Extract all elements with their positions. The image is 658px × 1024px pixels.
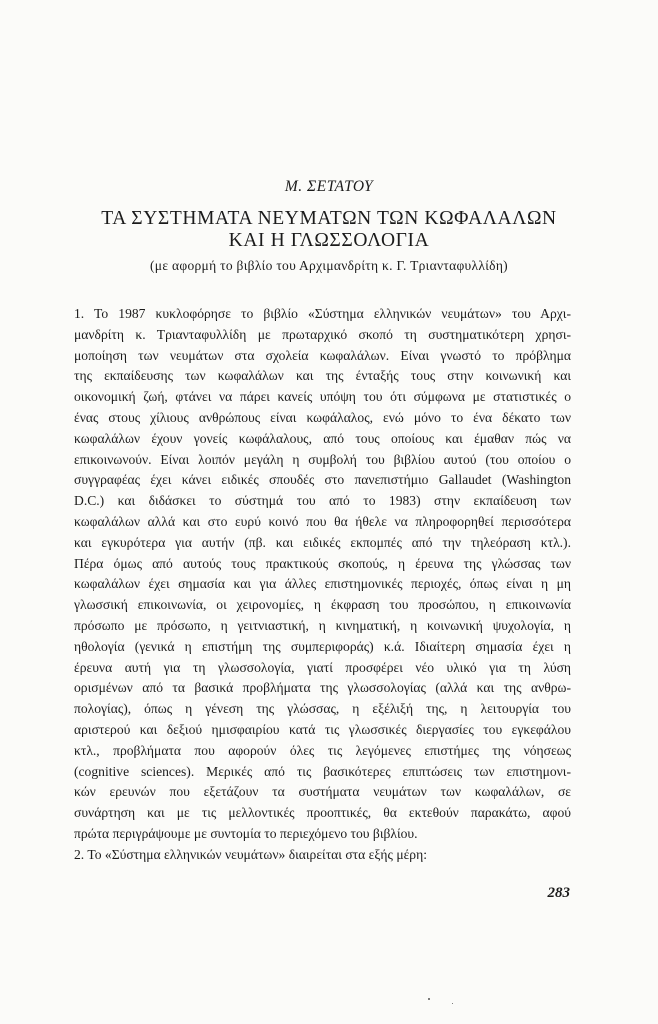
body-line: κτλ., προβλήματα που αφορούν όλες τις λεγόμενες επιστήμες της νόησεως [74,742,571,758]
body-line: πρόσωπο με πρόσωπο, η γειτνιαστική, η κινηματική, η κοινωνική ψυχολογία, η [74,617,571,633]
body-line: οικονομική ζωή, φτάνει να πάρει κανείς υπόψη του ότι σύμφωνα με στατιστικές ο [74,389,571,405]
body-line: Πέρα όμως από αυτούς τους πρακτικούς σκοπούς, η έρευνα της γλώσσας των [74,555,571,571]
body-line: έρευνα αυτή για τη γλωσσολογία, γιατί προσφέρει νέο υλικό για τη λύση [74,659,571,675]
body-line: πολογίας), όπως η γένεση της γλώσσας, η εξέλιξή της, η λειτουργία του [74,701,571,717]
page-number: 283 [547,885,570,901]
article-title [0,208,658,252]
body-line: κωφαλάλων έχει σημασία και για άλλες επιστημονικές περιοχές, όπως είναι η μη [74,576,571,592]
title-line-2: ΚΑΙ Η ΓΛΩΣΣΟΛΟΓΙΑ [228,230,430,251]
scan-speck [428,998,430,1000]
body-line: επικοινωνούν. Είναι λοιπόν μεγάλη η συμβολή του βιβλίου αυτού (του οποίου ο [74,451,571,467]
body-line: ένας στους χίλιους ανθρώπους είναι κωφάλαλος, ενώ μόνο το ένα δέκατο των [74,409,571,425]
body-line: ορισμένων από τα βασικά προβλήματα της γλωσσολογίας (αλλά και της ανθρω- [74,680,571,696]
body-line: D.C.) και διδάσκει το σύστημά του από το 1983) στην εκπαίδευση των [74,493,571,509]
body-line: κωφαλάλων αλλά και στο ευρύ κοινό που θα ήθελε να πληροφορηθεί περισσότερα [74,513,571,529]
body-line: 2. Το «Σύστημα ελληνικών νευμάτων» διαιρείται στα εξής μέρη: [74,846,427,862]
author-name: Μ. ΣΕΤΑΤΟΥ [284,178,374,195]
body-line: κών ερευνών που εξετάζουν τα συστήματα νευμάτων των κωφαλάλων, σε [74,784,571,800]
body-line: μανδρίτη κ. Τριανταφυλλίδη με πρωταρχικό σκοπό τη συστηματικότερη χρησι- [74,326,571,342]
title-line-1: ΤΑ ΣΥΣΤΗΜΑΤΑ ΝΕΥΜΑΤΩΝ ΤΩΝ ΚΩΦΑΛΑΛΩΝ [101,208,557,229]
body-line: μοποίηση των νευμάτων στα σχολεία κωφαλάλων. Είναι γνωστό το πρόβλημα [74,347,571,363]
body-line: και εγκυρότερα για αυτήν (πβ. και ειδικές εκπομπές από την τηλεόραση κτλ.). [74,534,571,550]
article-body [74,304,571,866]
body-line: 1. Το 1987 κυκλοφόρησε το βιβλίο «Σύστημα ελληνικών νευμάτων» του Αρχι- [74,306,571,321]
body-line: συγγραφέας έχει κάνει ειδικές σπουδές στο πανεπιστήμιο Gallaudet (Washington [74,472,571,488]
body-line: ηθολογία (γενικά η επιστήμη της συμπεριφοράς) κ.ά. Ιδιαίτερη σημασία έχει η [74,638,571,654]
body-line: της εκπαίδευσης των κωφαλάλων και της ένταξής τους στην κοινωνική και [74,368,571,384]
body-line: κωφαλάλων έχουν γονείς κωφάλαλους, από τους οποίους και έμαθαν πώς να [74,430,571,446]
article-subtitle: (με αφορμή το βιβλίο του Αρχιμανδρίτη κ. Γ. Τριανταφυλλίδη) [150,258,508,273]
scan-speck [452,1003,453,1004]
body-line: γλωσσική επικοινωνία, οι χειρονομίες, η έκφραση του προσώπου, η επικοινωνία [74,597,571,613]
body-line: αριστερού και δεξιού ημισφαιρίου κατά τις γλωσσικές διεργασίες του εγκεφάλου [74,721,571,737]
body-line: συνάρτηση και με τις μελλοντικές προοπτικές, θα εκτεθούν παρακάτω, αφού [74,805,571,821]
body-line: (cognitive sciences). Μερικές από τις βασικότερες επιπτώσεις των επιστημονι- [74,763,571,779]
body-line: πρώτα περιγράψουμε με συντομία το περιεχόμενο του βιβλίου. [74,825,418,841]
